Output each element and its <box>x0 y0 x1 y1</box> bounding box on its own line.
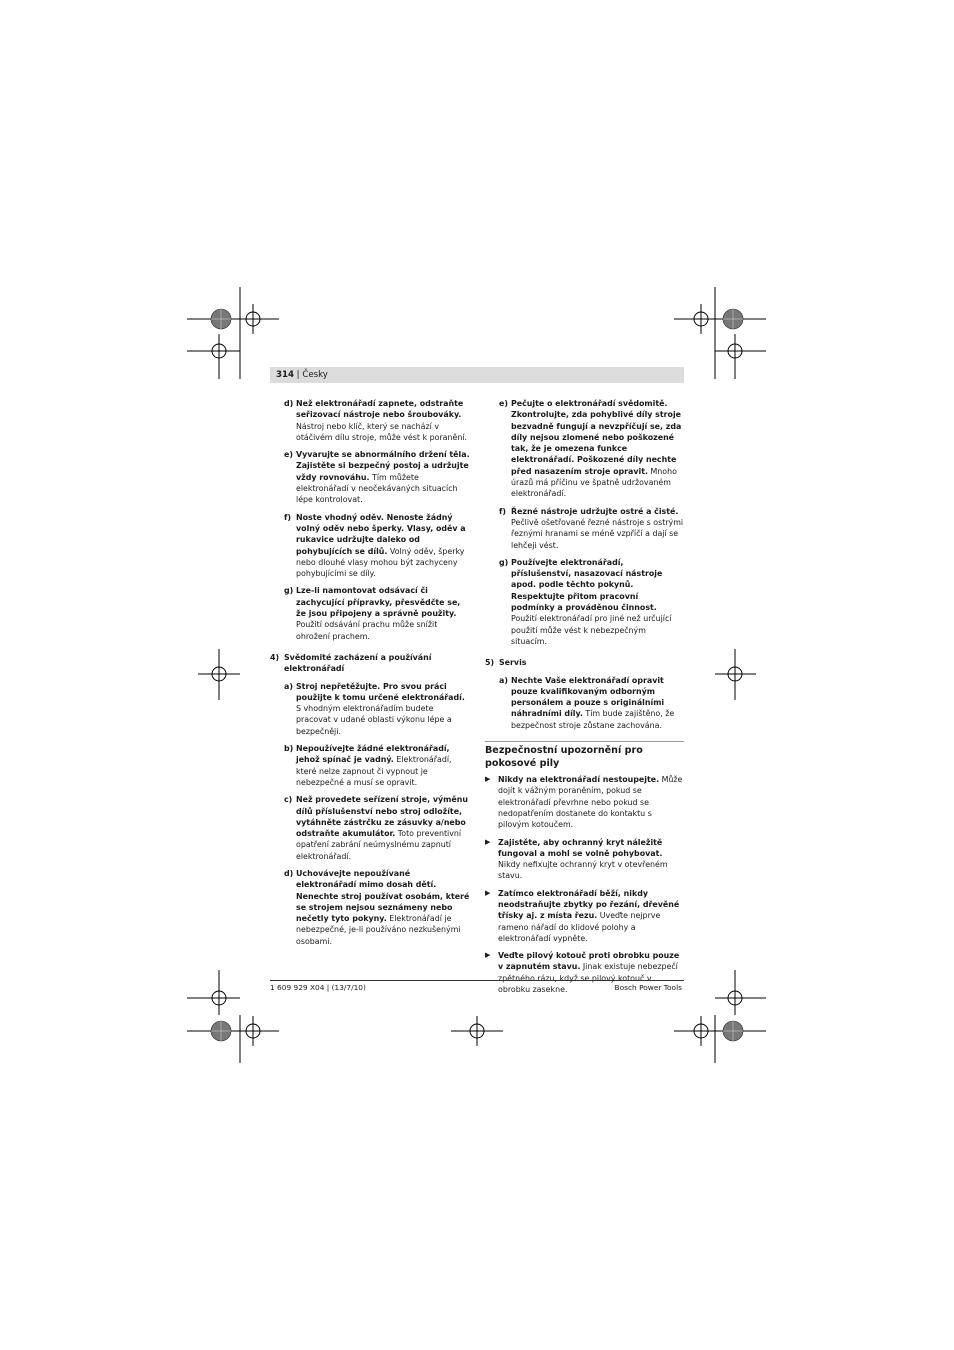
list-item: e) Pečujte o elektronářadí svědomitě. Zkontrolujte, zda pohyblivé díly stroje bezvadně fungují a nevzpříčují se, zda díly nejsou zlomené nebo poškozené tak, že je omezena funkce elektronářadí. Poškozené díly nechte před nasazením stroje opravit. Mnoho úrazů má příčinu ve špatně udržovaném elektronářadí. <box>499 399 682 499</box>
header-separator: | <box>293 370 303 380</box>
triangle-bullet-icon: ▶ <box>485 775 491 784</box>
header-language: Česky <box>302 370 328 380</box>
list-item: d) Uchovávejte nepoužívané elektronářadí mimo dosah dětí. Nenechte stroj používat osobám, které se strojem nejsou seznámeny nebo nečetly tyto pokyny. Elektronářadí je nebezpečné, je-li používáno nezkušenými osobami. <box>284 868 470 946</box>
page-number: 314 <box>276 370 294 380</box>
triangle-bullet-icon: ▶ <box>485 837 491 846</box>
list-item: f) Noste vhodný oděv. Nenoste žádný volný oděv nebo šperky. Vlasy, oděv a rukavice udržujte daleko od pohybujících se dílů. Volný oděv, šperky nebo dlouhé vlasy mohou být zachyceny pohybujícími se díly. <box>284 512 466 579</box>
page-footer <box>270 980 684 994</box>
page-header <box>270 367 684 383</box>
list-item: c) Než provedete seřízení stroje, výměnu dílů příslušenství nebo stroj odložíte, vytáhněte zástrčku ze zásuvky a/nebo odstraňte akumulátor. Toto preventivní opatření zabrání neúmyslnému zapnutí elektronářadí. <box>284 795 468 861</box>
section-heading-4: 4) Svědomité zacházení a používání elektronářadí <box>270 652 432 674</box>
list-item: g) Používejte elektronářadí, příslušenství, nasazovací nástroje apod. podle těchto pokynů. Respektujte přitom pracovní podmínky a prováděnou činnost. Použití elektronářadí pro jiné než určující použití může vést k nebezpečným situacím. <box>499 557 672 646</box>
list-item: a) Stroj nepřetěžujte. Pro svou práci použijte k tomu určené elektronářadí. S vhodným elektronářadím budete pracovat v udané oblasti výkonu lépe a bezpečněji. <box>284 681 465 736</box>
bullet-item: ▶ Veďte pilový kotouč proti obrobku pouze v zapnutém stavu. Jinak existuje nebezpečí zpětného rázu, když se pilový kotouč v obrobku zasekne. <box>485 951 680 995</box>
list-item: g) Lze-li namontovat odsávací či zachycující přípravky, přesvědčte se, že jsou připojeny a správně použity. Použití odsávání prachu může snížit ohrožení prachem. <box>284 586 461 641</box>
bullet-item: ▶ Zajistěte, aby ochranný kryt náležitě fungoval a mohl se volně pohybovat. Nikdy nefixujte ochranný kryt v otevřeném stavu. <box>485 837 668 881</box>
right-column <box>485 398 684 1001</box>
bullet-item: ▶ Nikdy na elektronářadí nestoupejte. Může dojít k vážným poraněním, pokud se elektronářadí převrhne nebo pokud se nedopatřením dostanete do kontaktu s pilovým kotoučem. <box>485 775 683 830</box>
list-item: d) Než elektronářadí zapnete, odstraňte seřizovací nástroje nebo šroubováky. Nástroj nebo klíč, který se nachází v otáčivém dílu stroje, může vést k poranění. <box>284 399 468 442</box>
left-column <box>270 398 470 953</box>
bullet-item: ▶ Zatímco elektronářadí běží, nikdy neodstraňujte zbytky po řezání, dřevěné třísky aj. z místa řezu. Uveďte nejprve rameno nářadí do klidové polohy a elektronářadí vypněte. <box>485 888 680 943</box>
triangle-bullet-icon: ▶ <box>485 888 491 897</box>
safety-section-title: Bezpečnostní upozornění pro pokosové pily <box>485 741 684 770</box>
section-heading-5: 5) Servis <box>485 658 527 668</box>
footer-brand: Bosch Power Tools <box>614 983 682 992</box>
triangle-bullet-icon: ▶ <box>485 951 491 960</box>
list-item: f) Řezné nástroje udržujte ostré a čisté. Pečlivě ošetřované řezné nástroje s ostrými řeznými hranami se méně vzpříčí a dají se lehčeji vést. <box>499 506 684 550</box>
list-item: a) Nechte Vaše elektronářadí opravit pouze kvalifikovaným odborným personálem a pouze s originálními náhradními díly. Tím bude zajištěno, že bezpečnost stroje zůstane zachována. <box>499 675 675 730</box>
footer-doc-number: 1 609 929 X04 | (13/7/10) <box>270 983 366 992</box>
list-item: b) Nepoužívejte žádné elektronářadí, jehož spínač je vadný. Elektronářadí, které nelze zapnout či vypnout je nebezpečné a musí se opravit. <box>284 744 452 787</box>
list-item: e) Vyvarujte se abnormálního držení těla. Zajistěte si bezpečný postoj a udržujte vždy rovnováhu. Tím můžete elektronářadí v neočekávaných situacích lépe kontrolovat. <box>284 450 470 505</box>
